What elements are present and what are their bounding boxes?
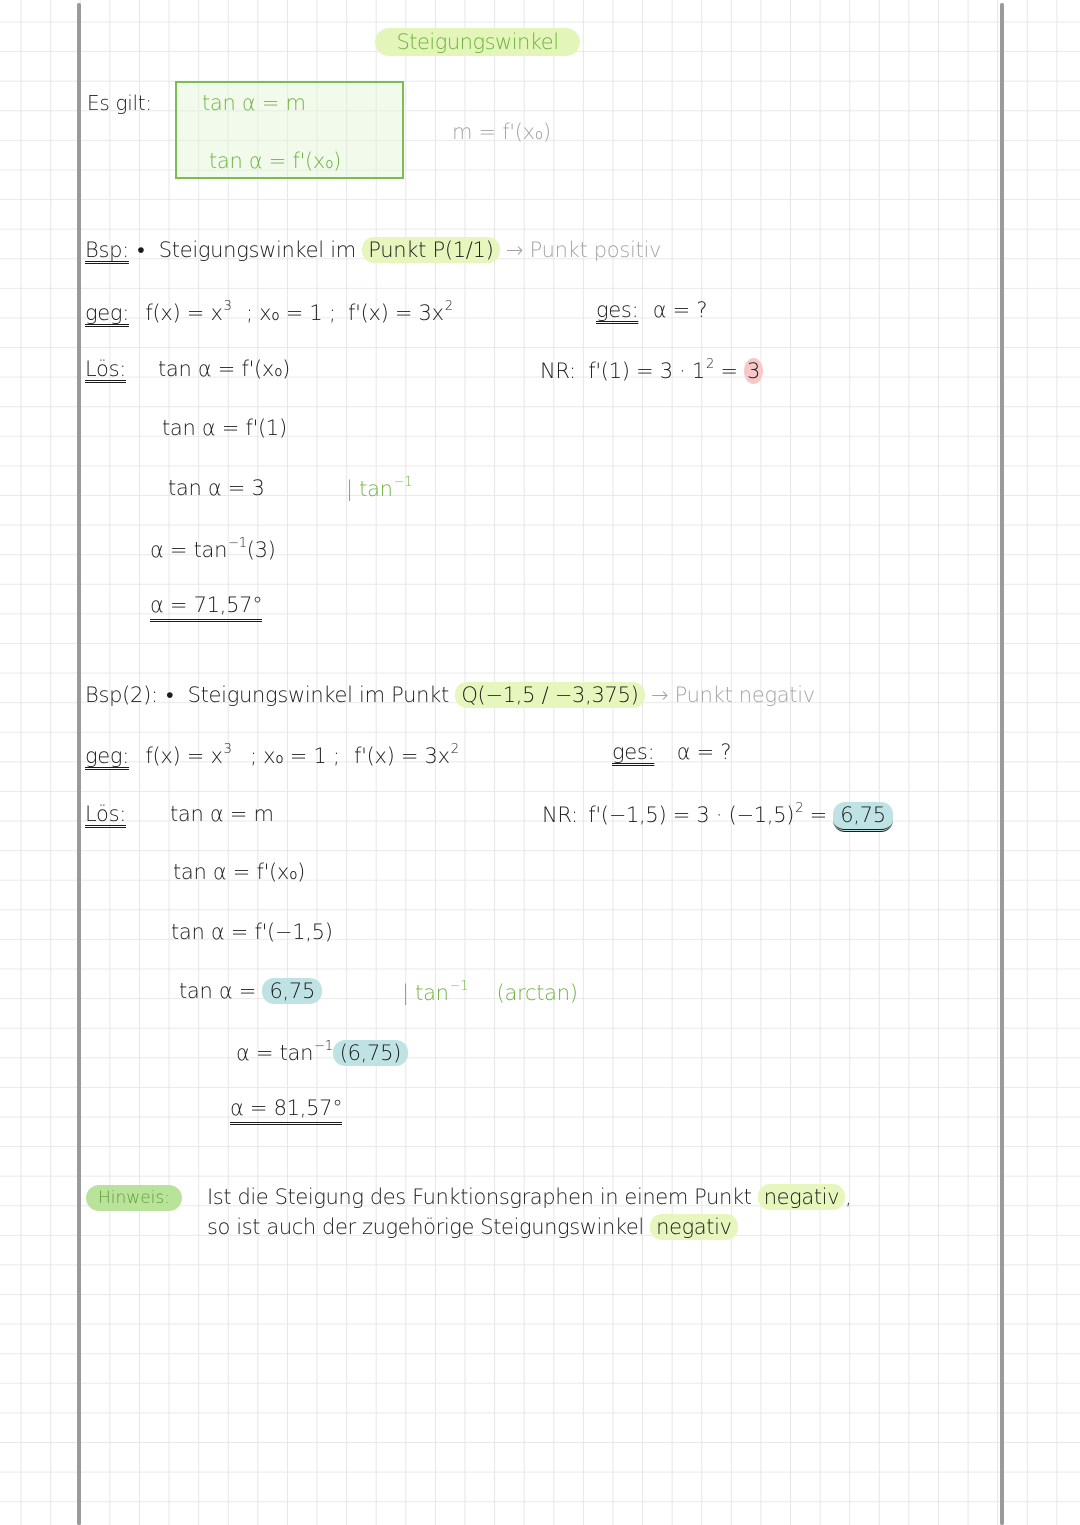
sought-label: ges: [612, 740, 655, 764]
side-calc-label: NR: [540, 359, 576, 383]
solution-label: Lös: [85, 357, 126, 381]
example2-arrow-note: → Punkt negativ [650, 683, 815, 707]
rule-line-1: tan α = m [202, 91, 306, 115]
given-function-exponent: 3 [223, 742, 232, 757]
example1-step-4 [150, 537, 276, 561]
hint-line-1-comma: , [845, 1185, 852, 1209]
example2-label: Bsp(2): [85, 683, 158, 707]
step-5-argument: (6,75) [333, 1040, 408, 1066]
example1-step-3-annotation [346, 476, 412, 500]
example2-heading [85, 685, 815, 706]
side-calc-exponent: 2 [795, 801, 804, 816]
given-x0: ; x₀ = 1 ; [249, 744, 340, 768]
rule-side-note: m = f'(x₀) [452, 120, 551, 144]
annotation-exponent: −1 [393, 475, 413, 490]
example2-point: Q(−1,5 / −3,375) [455, 682, 644, 708]
example1-result [150, 595, 262, 616]
given-function-exponent: 3 [223, 299, 232, 314]
given-derivative: f'(x) = 3x [348, 301, 444, 325]
example1-arrow-note: → Punkt positiv [505, 238, 662, 262]
annotation-arctan: (arctan) [496, 981, 578, 1005]
example1-step-2: tan α = f'(1) [162, 416, 287, 440]
example1-side-calc [540, 358, 763, 382]
example2-step-4-annotation [402, 980, 578, 1004]
given-label: geg: [85, 744, 129, 768]
example2-side-calc [542, 802, 893, 826]
example1-label: Bsp: [85, 238, 129, 262]
given-x0: ; x₀ = 1 ; [245, 301, 336, 325]
annotation-text: | tan [402, 981, 449, 1005]
hint-line-2-text: so ist auch der zugehörige Steigungswinkel [207, 1215, 644, 1239]
annotation-exponent: −1 [449, 979, 469, 994]
example2-sought [612, 742, 731, 763]
side-calc-equals: = [713, 359, 744, 383]
side-calc-result: 3 [744, 358, 763, 384]
bullet-icon: • [137, 238, 145, 262]
given-function: f(x) = x [145, 301, 223, 325]
result-value: α = 71,57° [150, 593, 262, 622]
page-title: Steigungswinkel [375, 28, 580, 56]
annotation-text: | tan [346, 477, 393, 501]
example1-given-row [85, 300, 453, 324]
step-4-value: 6,75 [262, 978, 322, 1004]
given-derivative: f'(x) = 3x [354, 744, 450, 768]
step-5-exponent: −1 [314, 1039, 333, 1054]
example1-heading-text: Steigungswinkel im [158, 238, 356, 262]
example1-point: Punkt P(1/1) [362, 237, 499, 263]
step-4-exponent: −1 [228, 536, 247, 551]
result-value: α = 81,57° [230, 1096, 342, 1125]
sought-value: α = ? [676, 740, 732, 764]
step-5-text: α = tan [236, 1041, 314, 1065]
hint-line-1-text: Ist die Steigung des Funktionsgraphen in einem Punkt [207, 1185, 752, 1209]
side-calc-label: NR: [542, 803, 578, 827]
right-margin-line [1000, 3, 1004, 1525]
side-calc-expression: f'(1) = 3 · 1 [588, 359, 705, 383]
step-4-text: α = tan [150, 538, 228, 562]
hint-line-2-highlight: negativ [650, 1214, 737, 1240]
given-function: f(x) = x [145, 744, 223, 768]
left-margin-line [77, 3, 81, 1525]
hint-line-2 [207, 1217, 738, 1238]
side-calc-equals: = [803, 803, 834, 827]
sought-value: α = ? [652, 298, 708, 322]
given-label: geg: [85, 301, 129, 325]
example2-given-row [85, 743, 459, 767]
step-4-argument: (3) [246, 538, 276, 562]
intro-label: Es gilt: [87, 91, 152, 115]
example2-heading-text: Steigungswinkel im Punkt [187, 683, 449, 707]
rule-line-2: tan α = f'(x₀) [209, 149, 342, 173]
example2-step-2: tan α = f'(x₀) [173, 860, 306, 884]
side-calc-expression: f'(−1,5) = 3 · (−1,5) [588, 803, 795, 827]
example2-step-5 [236, 1040, 408, 1064]
side-calc-result: 6,75 [833, 802, 893, 832]
hint-badge: Hinweis: [86, 1185, 182, 1211]
side-calc-exponent: 2 [705, 357, 714, 372]
example2-result [230, 1098, 342, 1119]
step-4-text: tan α = [179, 979, 263, 1003]
example2-step-4 [179, 981, 322, 1002]
example1-heading [85, 240, 661, 261]
bullet-icon: • [166, 683, 174, 707]
example2-step-1: tan α = m [170, 802, 274, 826]
sought-label: ges: [596, 298, 639, 322]
example1-step-3: tan α = 3 [168, 476, 265, 500]
given-derivative-exponent: 2 [450, 742, 459, 757]
example1-step-1: tan α = f'(x₀) [158, 357, 291, 381]
hint-line-1-highlight: negativ [758, 1184, 845, 1210]
example2-step-3: tan α = f'(−1,5) [171, 920, 333, 944]
given-derivative-exponent: 2 [444, 299, 453, 314]
solution-label: Lös: [85, 802, 126, 826]
hint-line-1 [207, 1187, 851, 1208]
example1-sought [596, 300, 707, 321]
